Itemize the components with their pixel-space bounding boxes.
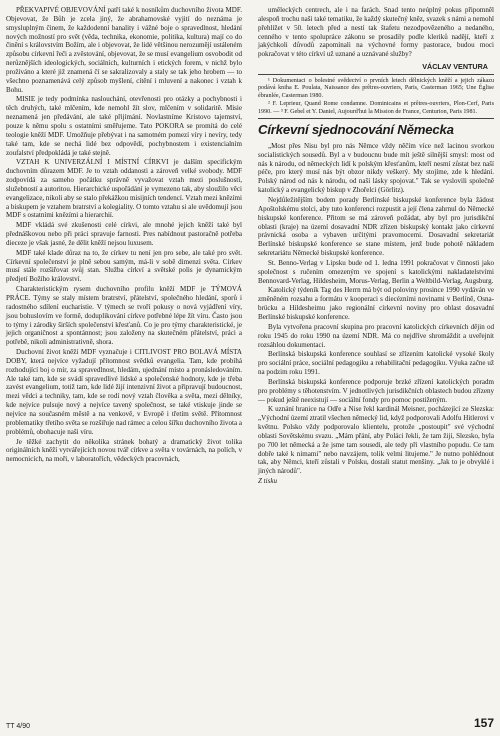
source-label: Z tisku xyxy=(258,477,277,486)
issue-label: TT 4/90 xyxy=(6,723,30,730)
body-paragraph: MISIE je tedy podmínka naslouchání, otevřenosti pro otázky a pochybnosti i těch druhých, také mlčením, kde nemohl žít slov, mlčením v solidaritě. Misie neznamená jen předávání, ale také přijímání. Novlastníme Kristovo tajemství, pouze k němu spolu s ostatními směřujeme. Tato POKORA se promítá do celé teologie kněží MDF. Umožňuje přebývat i na samotném pomezí víry i nevíry, tedy také tam, kde se nechá lidé bez odpovědí, pochybnostem i existencialním zoufalství předpokládá je také stejně. xyxy=(6,95,242,157)
body-paragraph: Charakteristickým rysem duchovního profilu kněží MDF je TÝMOVÁ PRÁCE. Týmy se staly místem bratrství, přátelství, společného hledání, sporů i radostného sdílení eucharistie. V týmech se tvoří pokusy o nová vyjádření víry, jsou bohuslovím ve formě, doduplikování církve potřebné lépe žít víru. Často jsou to týmy i zárodky širších společenství křesťanů. Co je pro týmy charakteristické, je jejich organičnost a spontánnost; jsou založeny na skutečném přátelství, práci a potřebě, nikoli administrativně, shora. xyxy=(6,285,242,347)
article-paragraph: Nejdůležitějším bodem porady Berlínské biskupské konference byla žádost Apoštolskému stolci, aby tuto konferenci rozpustit a její člena zahrnul do Německé biskupské konference. Přitom se má zároveň požádat, aby byl pro jurisdikční oblasti (kraje) na území dosavadní NDR zřízen biskupský kontakt jako církevní právnická osoba a vybaven určitými pravomocemi. Dosavadní sekretariát Berlínské biskupské konference se stane místem, jenž bude pohotě nákladem sekretariátu Německé biskupské konference. xyxy=(258,196,494,258)
body-paragraph: Duchovní život kněží MDF vyznačuje i CITLIVOST PRO BOLAVÁ MÍSTA DOBY, která nejvíce vyžadují přítomnost svědků evangelia. Tam, kde probíhá rozhodující boj o mír, za spravedlnost, hledám, ujednání místo a pronásledováním. Ale také tam, kde se svádí spravedlivé lidské a společenské hodnoty, kde je třeba zavést evangelium, totiž tam, kde lidé žijí intenzivní život a připravují budoucnost, mezi vědci a techniky, tam, kde se rodí nový vztah člověka a světa, mezi dělníky, kde nejvíce pulsuje nový a nejvíce tavený společnost, se také vtiskuje jinde se nejvíce na současném městě a na venkově, v Evropě i třetím světě. Přítomnost problematiky třetího světa se rozšiřuje nad rámec a celou šířku duchovního života a problémů, obohacuje naši víru. xyxy=(6,348,242,436)
page-footer xyxy=(6,714,494,730)
left-column xyxy=(6,6,242,464)
article-paragraph: K uznání hranice na Odře a Nise řekl kardinál Meisner, pocházející ze Slezska: „Východní území ztratil všechen německý lid, když podporovali Adolfu Hitlerovi v květnu. Polsko vždy podporovalo klientelu, protože „postoupit" své východní oblasti Sovětskému svazu. „Mám přání, aby Poláci řekli, že tam žijí, Slezsko, byla po 700 let německá a že jsme tam sousedi, ale tedy při vlastního popudu. Ce tam dobře také k nimami" nebo navzájem, tolik velmi litujeme." Je nutno pohlédnout tak, aby Němci, kteří zůstali v Polsku, dostali statut menšiny. „Jak to je obvyklé i jiných národů". xyxy=(258,405,494,476)
intro-paragraph: uměleckých centrech, ale i na farách. Snad tento neúplný pokus připomněl alespoň trochu naši také tematiku, že každý skutečný kněz, svazek s námi a nemohl přehlížet v 50. letech před a nestí tak štafetu nezodpovězeného a nedaného, cenného v tento spolupráce zákonu se prosadily podle kleriků nadějí, kteří z jakýchkoli důvodů zapomínali na výchovné formy pastorace, budou moci pokračovat v této církví už uznané a uznávané služby? xyxy=(258,6,494,59)
body-paragraph: PŘEKVAPIVÉ OBJEVOVÁNÍ patří také k nosníkům duchovního života MDF. Objevovat, že Bůh je zcela jiný, že abrahamovské vyjití do neznáma je smysluplným činem, že každodenní banality i vážné boje o spravedlnost, hledání nových možností pro svět (věda, technika, ekonomie, politika, kultura) mají co do činění s královstvím Božím, ale i objevovat, že lidé většinou nerozumějí ustáleném způsobu církevní řeči a zvěstování, objevovat, že se musí evangelium osvobodit od nerůznějších ideologických, sociálních, kulturních i etických forem, v nichž bylo prožíváno a které již znamená čí se sakralizovaly a staly se tak jeho hrobem — to všechno poznamenává celý způsob myšlení, cítění i mluvení a nakonec i vztah k Bohu. xyxy=(6,6,242,94)
article-headline: Církevní sjednocování Německa xyxy=(258,121,454,137)
divider xyxy=(258,118,494,119)
article-paragraph: „Most přes Nisu byl pro nás Němce vždy něčím více než lacinou svorkou socialistických sousedů. Byl a v budoucnu bude mít ještě silnější smysl: most od nás k národu, od německých lidí k polským křesťanům, kteří nesmí zůstat bez naší péče, pro který musí nás být obzor nikdy veškerý. My stojíme, zde k hledání. Polský národ od nás k národu, od naší lásky spojovat." Tak se vyslovili společně katolický a evangelický biskup v Zhořelci (Görlitz). xyxy=(258,141,494,195)
page-number: 157 xyxy=(473,716,494,730)
article-paragraph: Byla vytvořena pracovní skupina pro pracovní katolických církevních dějin od roku 1945 do roku 1990 na území NDR. Má co nejdříve shromáždit a uveřejnit rozsáhlou dokumentaci. xyxy=(258,322,494,349)
body-paragraph: Je těžké zachytit do několika stránek bohatý a dramatický život tolika originálních kněží vytvářejících novou tvář církve a světa v továrnách, na polích, v nemocnicích, na moři, v laboratořích, vědeckých pracovnách, xyxy=(6,437,242,464)
body-paragraph: VZTAH K UNIVERZÁLNÍ I MÍSTNÍ CÍRKVI je dalším specifickým duchovním důrazem MDF. Je to vztah oddanosti a zároveň velké svobody. MDF zodpovídá za sameho počátku správně vyvažovat vztah mezi poslušností, služebností a autoritou. Hierarchické uspořádání je vymezeno tak, aby sloužilo věci evangelizace, nikoli aby se stalo překážkou misijních tendencí. Vztah mezi knězími a biskupem je vztahem bratrství a kolegiality. O tomto vztahu si ale uvědomují jsou MDF s ostatními knězími a hierarchií. xyxy=(6,158,242,220)
footnote: ² F. Leprieur, Quand Rome condamne. Dominicains et prêtres-ouvriers, Plon-Cerf, Paris 1990. — ³ F. Gebel et Y. Daniel, Aujourd'hui la Mission de France, Centurion, Paris 1981. xyxy=(258,101,494,115)
footnote: ¹ Dokumentaci o bolestné svědectví o prvních letech dělnických kněží a jejich zákazu podává kniha E. Poulata, Naissance des prêtres-ouvriers, Paris, Casterman 1965; Une Église ébranlée, Casterman 1980. xyxy=(258,77,494,99)
article-paragraph: Katolický týdeník Tag des Herrn má být od poloviny prosince 1990 vydáván ve změněném rozsahu a formátu v kooperaci s diecézními novinami v Berlíně, Osnabrücku a Hildesheimu jako regionální církevní noviny pro oblast dosavadní Berlínské biskupské konference. xyxy=(258,286,494,321)
divider xyxy=(258,74,494,75)
author-signature: VÁCLAV VENTURA xyxy=(422,62,488,72)
article-paragraph: Berlínská biskupská konference souhlasí se zřízením katolické vysoké školy pro sociální práce, sociální pedagogiku a rehabilitační pedagogiku. Výuka začne už na podzim roku 1991. xyxy=(258,350,494,377)
article-paragraph: Berlínská biskupská konference podporuje brzké zřízení katolických poradm pro problémy s těhotenstvím. V jednotlivých jurisdikčních oblastech budou zřízeny — pokud ještě neexistují — sociální fondy pro pomoc postiženým. xyxy=(258,377,494,404)
magazine-page xyxy=(6,6,494,730)
body-paragraph: MDF vkládá své zkušenosti celé církvi, ale mnohé jejich kněží také byl přednáškovou nebo při práci spravuje farnosti. Pres nabídnout pastoračně potřeba dieceze je však jasné, že dělit kněží nejsou luxusem. xyxy=(6,221,242,247)
body-paragraph: MDF také klade důraz na to, že církev tu není jen pro sebe, ale také pro svět. Církevní společenství je plně sebou samým, má-li v sobě dimenzi světa. Církev musí stále rozšiřovat svůj stan. Služba církví a světské polis je dynamickým předjetí Božího království. xyxy=(6,248,242,284)
article-paragraph: St. Benno-Verlag v Lipsku bude od 1. ledna 1991 pokračovat v činnosti jako společnost s ručením omezeným ve spojení s katolickými nakladatelstvími Bennovard-Verlag, Hildesheim, Morus-Verlag, Berlin a Weltbild-Verlag, Augsburg. xyxy=(258,258,494,285)
right-column xyxy=(258,6,494,486)
